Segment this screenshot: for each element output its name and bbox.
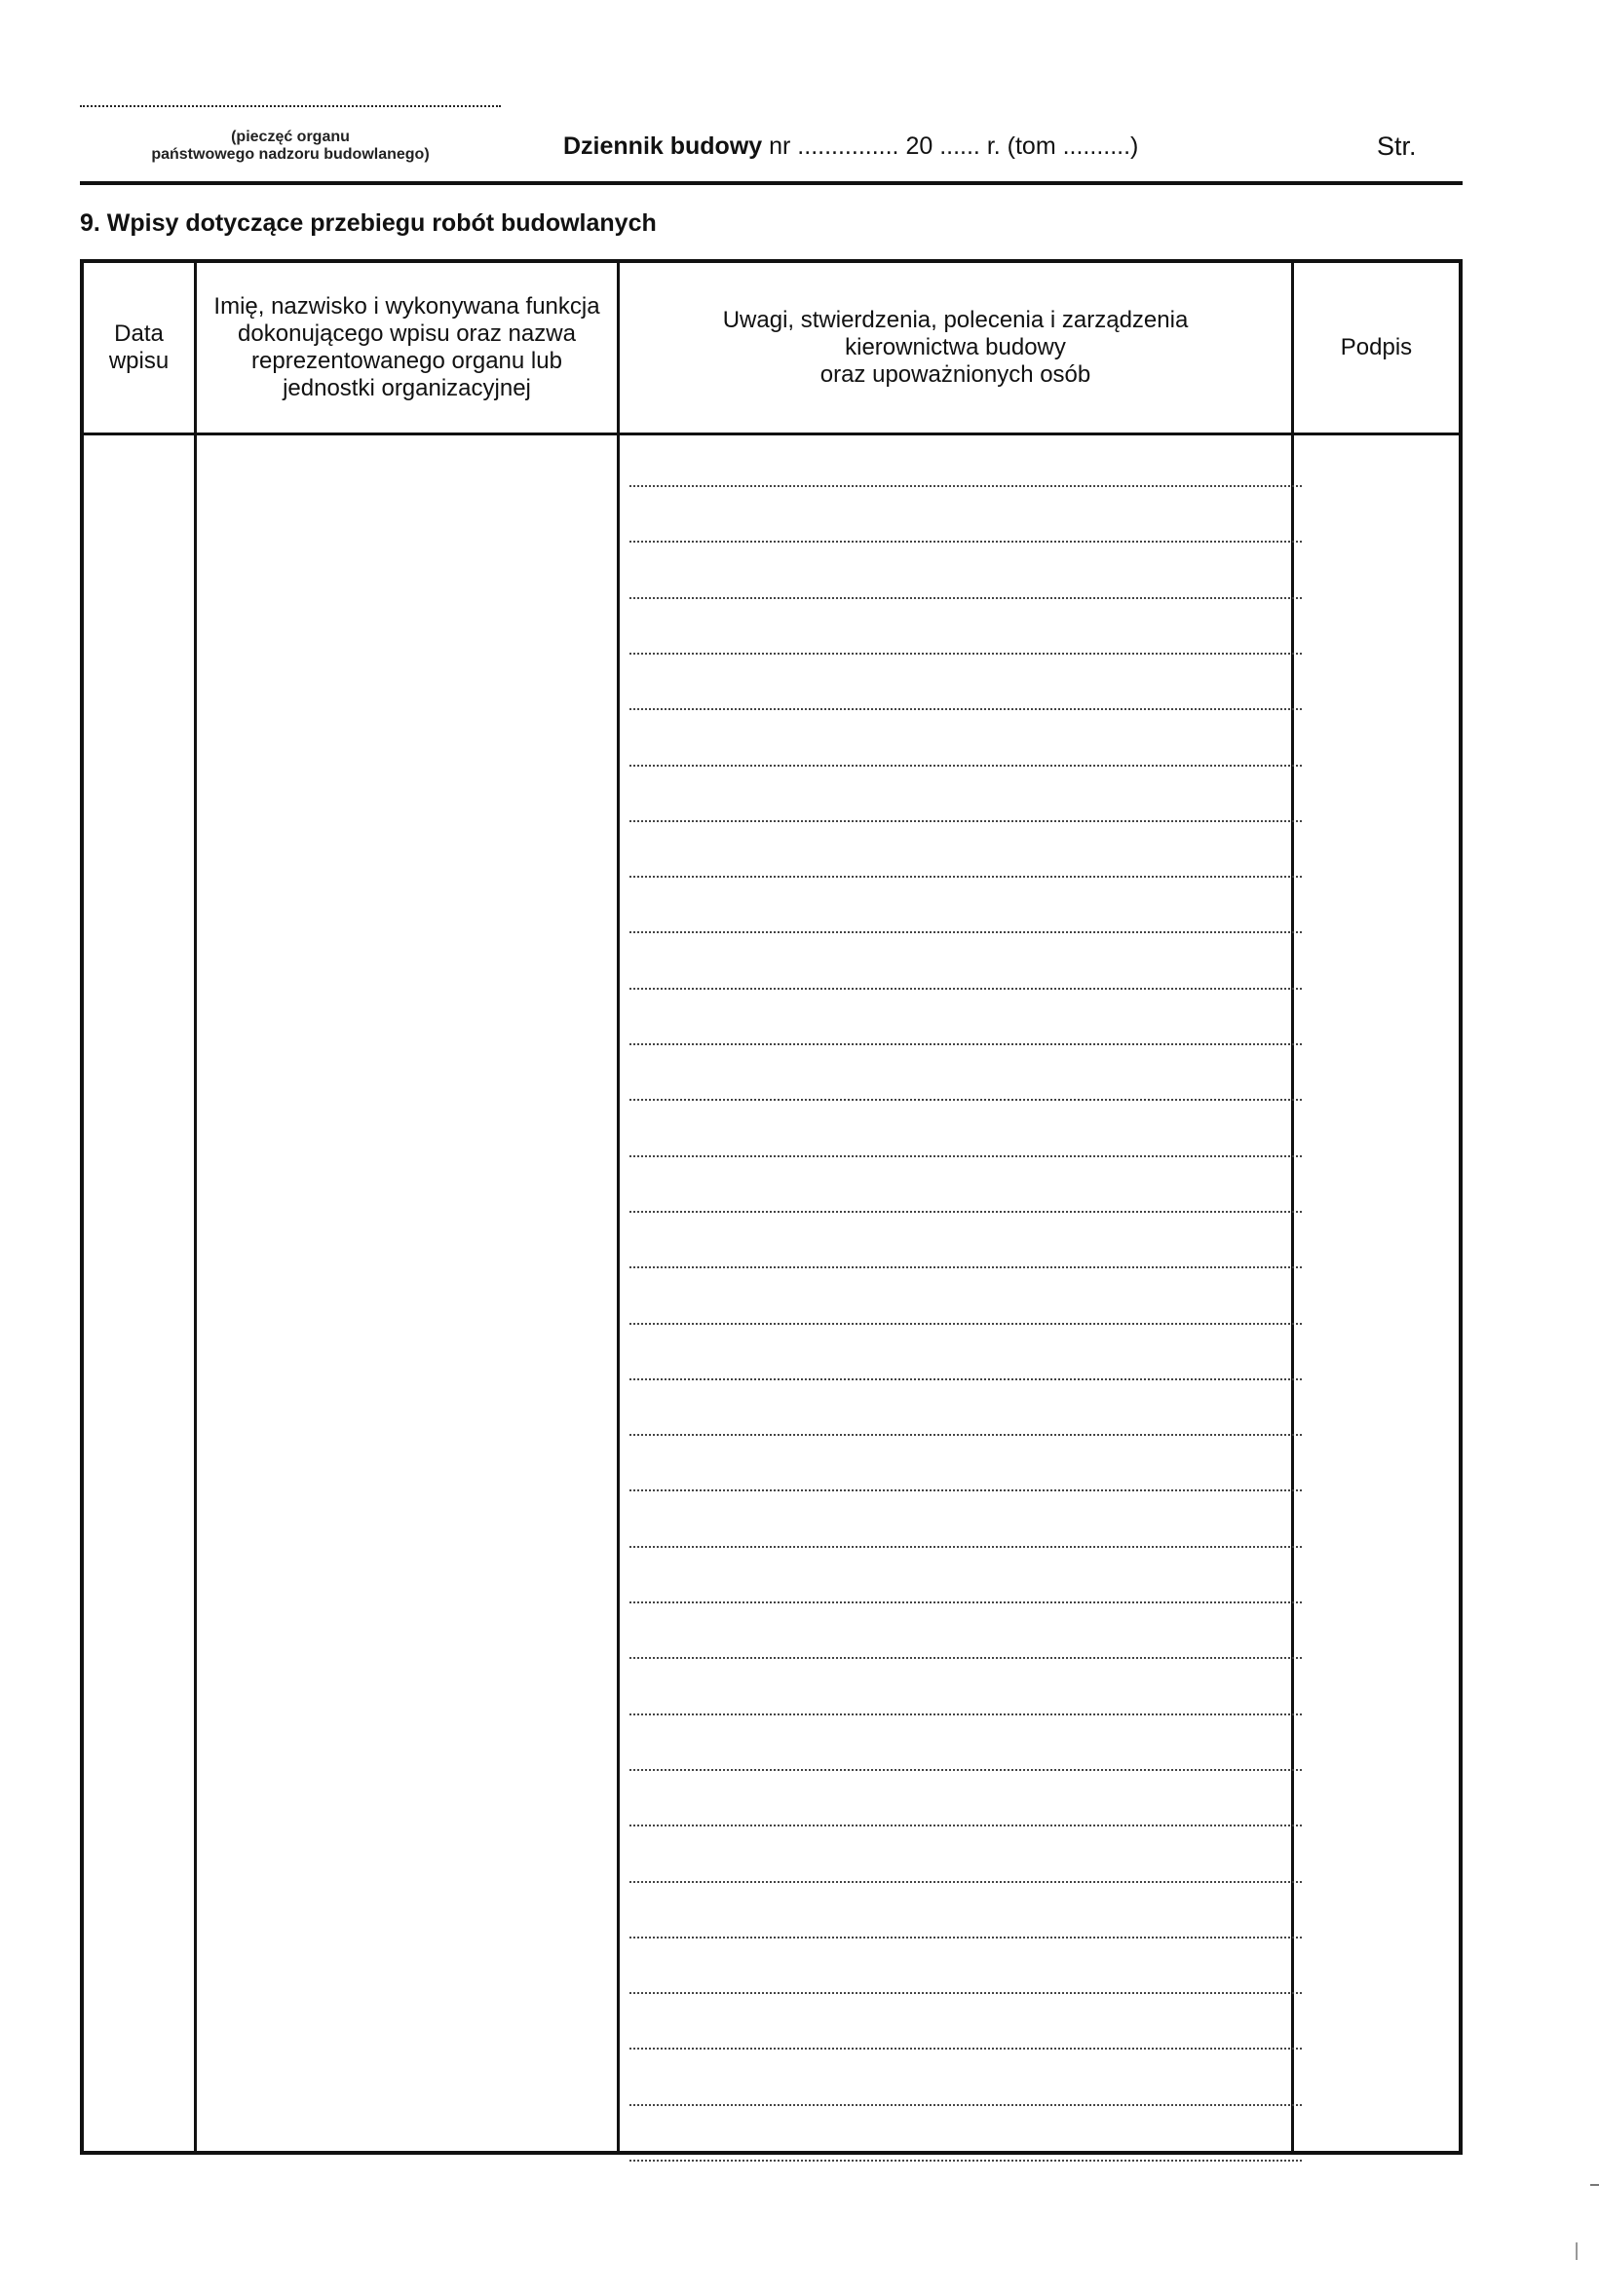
column-divider-1	[194, 263, 197, 2151]
dotted-writing-line	[629, 1881, 1302, 1883]
dotted-writing-line	[629, 1769, 1302, 1771]
dotted-writing-line	[629, 1489, 1302, 1491]
dotted-writing-line	[629, 1713, 1302, 1715]
column-header-remarks	[620, 263, 1291, 433]
dotted-writing-line	[629, 765, 1302, 767]
dotted-writing-line	[629, 876, 1302, 878]
stamp-caption-line-2: państwowego nadzoru budowlanego)	[151, 146, 430, 163]
dotted-writing-line	[629, 931, 1302, 933]
log-entries-table	[80, 259, 1463, 2155]
column-divider-2	[617, 263, 620, 2151]
column-header-date	[84, 263, 194, 433]
dotted-writing-line	[629, 653, 1302, 655]
scan-edge-mark	[1576, 2242, 1578, 2260]
stamp-caption	[80, 129, 501, 164]
dotted-writing-line	[629, 1043, 1302, 1045]
dotted-writing-line	[629, 1601, 1302, 1603]
dotted-writing-line	[629, 541, 1302, 543]
dotted-writing-line	[629, 708, 1302, 710]
dotted-writing-line	[629, 1825, 1302, 1826]
dotted-writing-line	[629, 1546, 1302, 1548]
diary-title-bold: Dziennik budowy	[563, 132, 763, 160]
dotted-writing-line	[629, 1099, 1302, 1101]
stamp-caption-line-1: (pieczęć organu	[231, 129, 350, 145]
section-title: 9. Wpisy dotyczące przebiegu robót budowlanych	[80, 209, 657, 237]
dotted-writing-line	[629, 597, 1302, 599]
dotted-writing-line	[629, 1323, 1302, 1325]
header-rule	[80, 181, 1463, 185]
dotted-writing-line	[629, 2160, 1302, 2162]
column-header-signature	[1294, 263, 1459, 433]
dotted-writing-line	[629, 1992, 1302, 1994]
dotted-writing-line	[629, 1211, 1302, 1213]
scan-edge-mark	[1590, 2184, 1599, 2186]
dotted-writing-line	[629, 2048, 1302, 2050]
header-row-divider	[84, 433, 1459, 435]
column-divider-3	[1291, 263, 1294, 2151]
column-header-author	[197, 263, 617, 433]
page-number-label: Str.	[1377, 132, 1417, 161]
dotted-writing-line	[629, 1657, 1302, 1659]
dotted-writing-line	[629, 1378, 1302, 1380]
column-header-author-label: Imię, nazwisko i wykonywana funkcja dokonującego wpisu oraz nazwa reprezentowanego organu lub jednostki organizacyjnej	[213, 293, 600, 401]
dotted-writing-line	[629, 2104, 1302, 2106]
column-header-date-label: Data wpisu	[108, 320, 170, 374]
dotted-writing-line	[629, 485, 1302, 487]
column-header-signature-label: Podpis	[1340, 334, 1413, 360]
dotted-writing-line	[629, 1937, 1302, 1938]
column-header-remarks-label: Uwagi, stwierdzenia, polecenia i zarządzenia kierownictwa budowy oraz upoważnionych osób	[722, 307, 1189, 388]
diary-title	[563, 131, 1138, 162]
dotted-writing-line	[629, 1155, 1302, 1157]
dotted-writing-line	[629, 988, 1302, 990]
dotted-writing-line	[629, 1434, 1302, 1436]
dotted-writing-line	[629, 820, 1302, 822]
diary-title-rest: nr ............... 20 ...... r. (tom ..........)	[762, 132, 1139, 160]
dotted-writing-line	[629, 1266, 1302, 1268]
stamp-dotted-line	[80, 105, 501, 107]
